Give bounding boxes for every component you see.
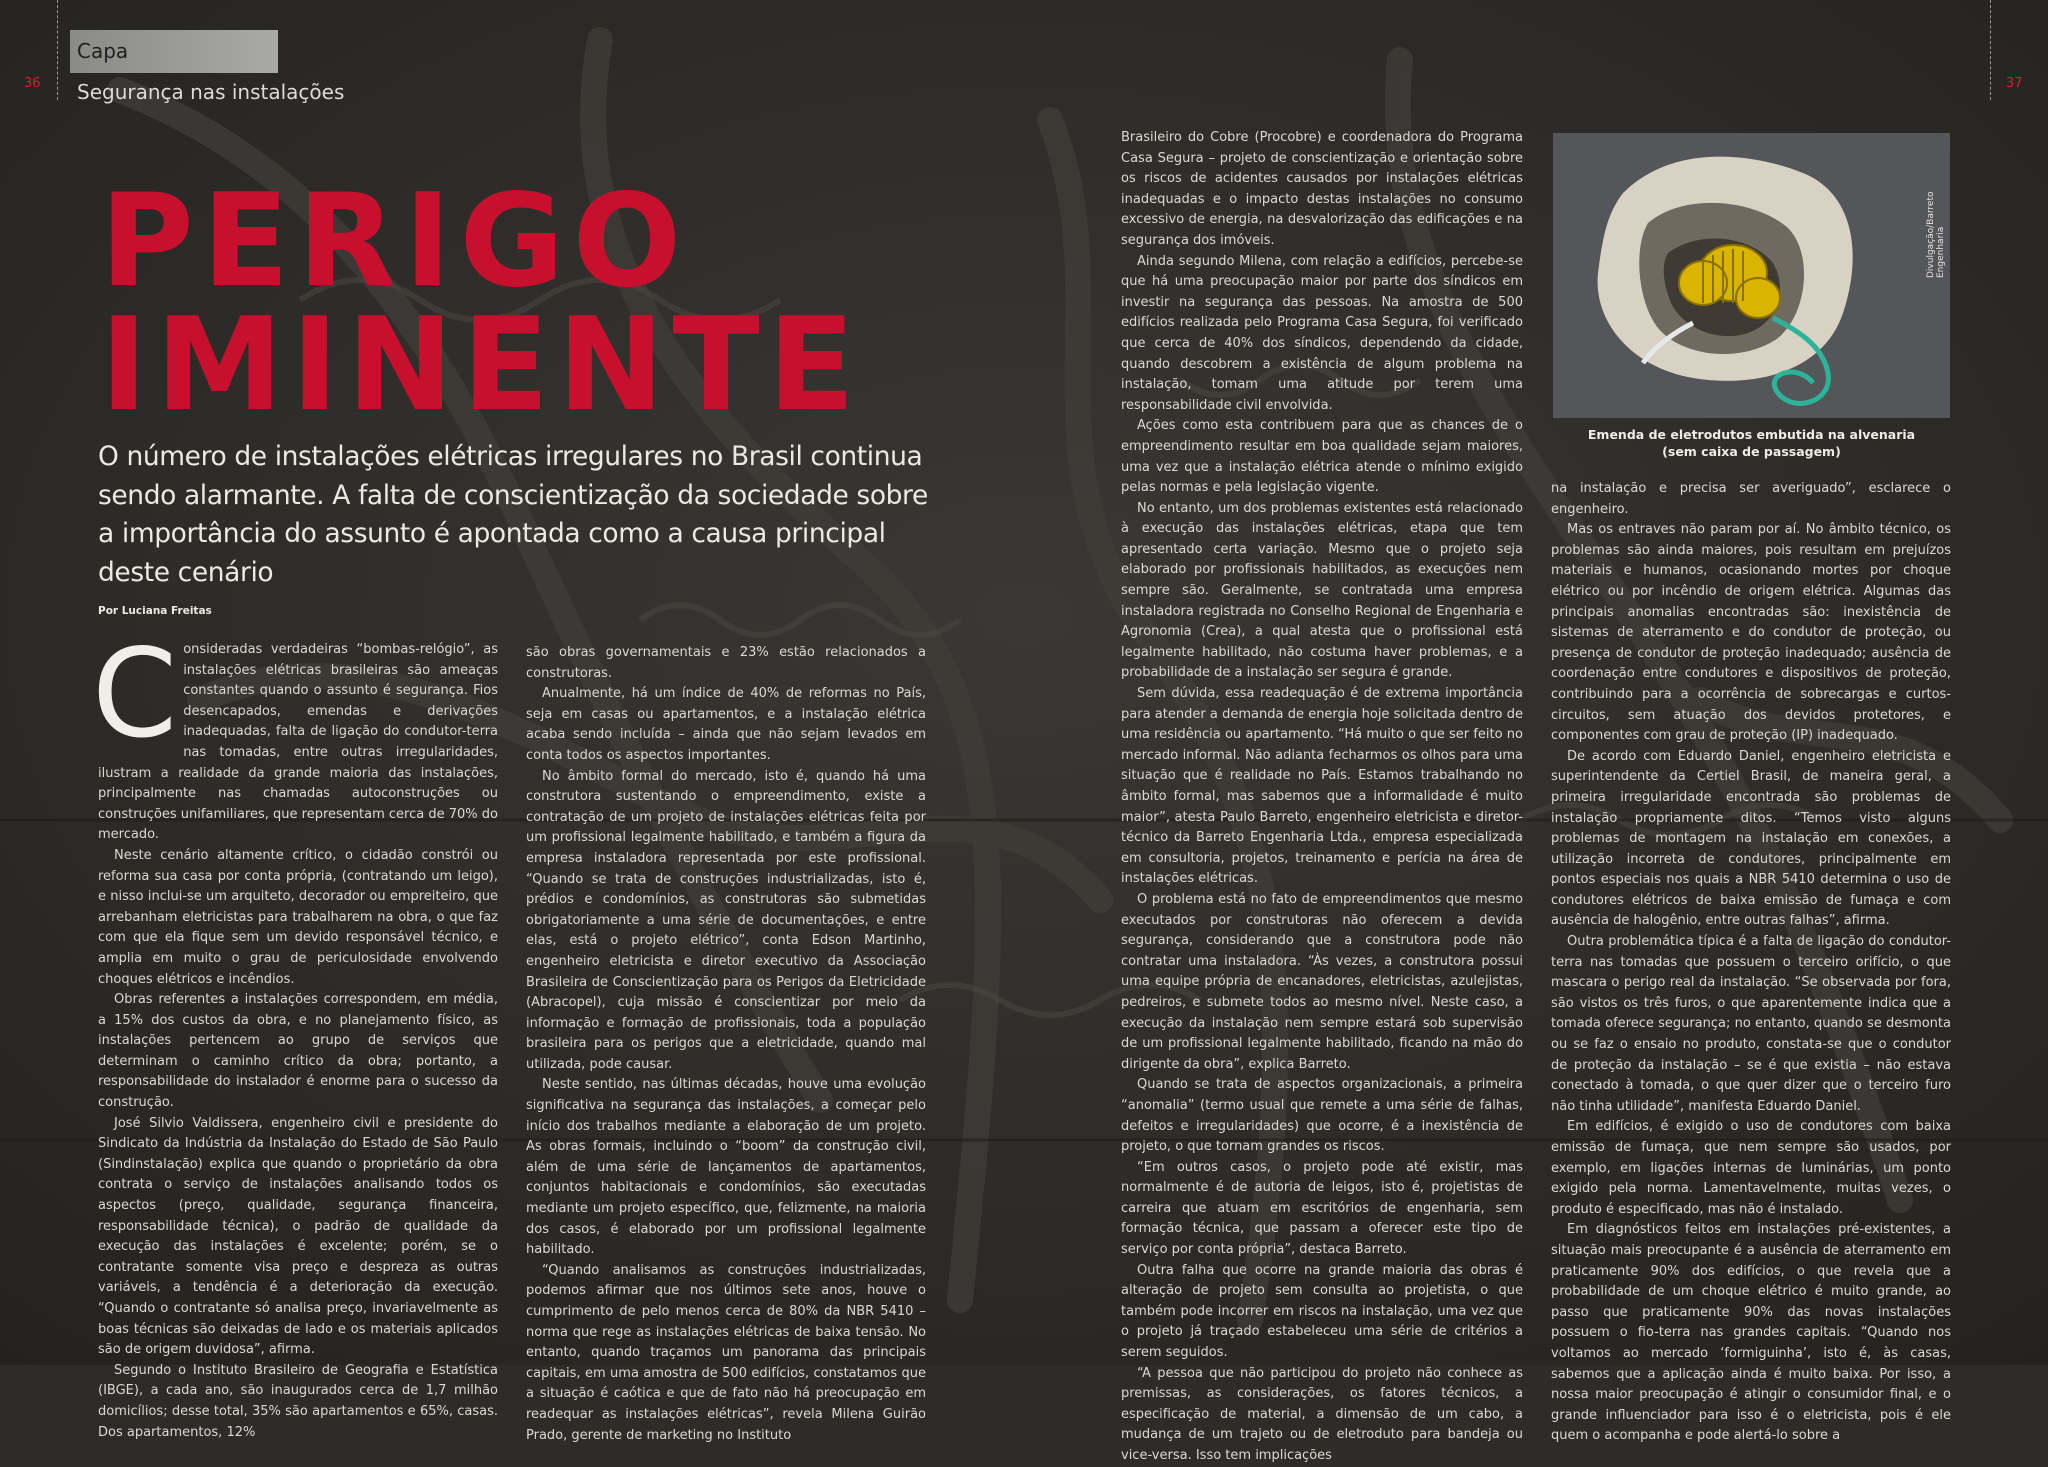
section-tab: Capa — [70, 30, 278, 73]
column-paragraph: na instalação e precisa ser averiguado”, esclarece o engenheiro. — [1551, 481, 1951, 517]
photo-credit: Divulgação/Barreto Engenharia — [1926, 191, 1946, 278]
article-column-3 — [1121, 128, 1523, 1467]
page-number-right: 37 — [2006, 76, 2023, 91]
page-number-left: 36 — [24, 76, 41, 91]
column-paragraph: Anualmente, há um índice de 40% de reformas no País, seja em casas ou apartamentos, e a instalação elétrica acaba sendo incluída – ainda que não sejam levados em conta todos os aspectos importantes. — [526, 686, 926, 763]
column-paragraph: Ainda segundo Milena, com relação a edifícios, percebe-se que há uma preocupação maior por parte dos síndicos em investir na segurança das pessoas. Na amostra de 500 edifícios realizada pelo Programa Casa Segura, foi verificado que cerca de 40% dos síndicos, dependendo da cidade, quando descobrem a existência de algum problema na instalação, tomam uma atitude por terem uma responsabilidade civil envolvida. — [1121, 253, 1523, 413]
column-paragraph: Outra problemática típica é a falta de ligação do condutor-terra nas tomadas que possuem o terceiro orifício, o que mascara o perigo real da instalação. “Se observada por fora, são vistos os três furos, o que aparentemente indica que a tomada oferece segurança; no entanto, quando se desmonta ou se faz o ensaio no produto, constata-se que o condutor de proteção da instalação – se é que existia – não estava conectado à tomada, o que quer dizer que o terceiro furo não tinha utilidade”, manifesta Eduardo Daniel. — [1551, 934, 1951, 1114]
article-photo — [1553, 133, 1950, 418]
header-divider-right — [1990, 0, 1991, 100]
header-divider-left — [57, 0, 58, 100]
column-paragraph: Segundo o Instituto Brasileiro de Geografia e Estatística (IBGE), a cada ano, são inaugurados cerca de 1,7 milhão domicílios; desse total, 35% são apartamentos e 65%, casas. Dos apartamentos, 12% — [98, 1362, 498, 1440]
caption-line-1: Emenda de eletrodutos embutida na alvenaria — [1587, 427, 1916, 442]
conduit-splice-illustration — [1553, 133, 1950, 418]
article-standfirst: O número de instalações elétricas irregulares no Brasil continua sendo alarmante. A falta de conscientização da sociedade sobre a importância do assunto é apontada como a causa principal deste cenário — [98, 441, 928, 588]
column-paragraph: O problema está no fato de empreendimentos que mesmo executados por construtoras não oferecem a devida segurança, considerando que a construtora pode não contratar uma instaladora. “Às vezes, a construtora possui uma equipe própria de encanadores, eletricistas, azulejistas, pedreiros, e submete todos ao mesmo nível. Neste caso, a execução da instalação nem sempre estará sob supervisão de um profissional legalmente habilitado, ficando na mão do dirigente da obra”, explica Barreto. — [1121, 891, 1523, 1072]
column-paragraph: Outra falha que ocorre na grande maioria das obras é alteração de projeto sem consulta ao projetista, o que também pode incorrer em riscos na instalação, uma vez que o projeto já traçado estabeleceu uma série de critérios a serem seguidos. — [1121, 1262, 1523, 1361]
column-paragraph: Neste sentido, nas últimas décadas, houve uma evolução significativa na segurança das instalações, a começar pelo início dos trabalhos mediante a elaboração de um projeto. As obras formais, incluindo o “boom” da construção civil, além de uma série de lançamentos de apartamentos, conjuntos habitacionais e condomínios, são executadas mediante um projeto específico, que, felizmente, na maioria dos casos, é elaborado por um profissional legalmente habilitado. — [526, 1077, 926, 1258]
photo-caption — [1553, 426, 1950, 460]
section-subtitle: Segurança nas instalações — [77, 80, 345, 104]
headline-line-1: PERIGO — [100, 167, 690, 316]
article-byline: Por Luciana Freitas — [98, 605, 212, 617]
column-paragraph: Em diagnósticos feitos em instalações pré-existentes, a situação mais preocupante é a ausência de aterramento em praticamente 90% dos edifícios, o que revela que a probabilidade de um choque elétrico é muito grande, ao passo que praticamente 90% das novas instalações possuem o fio-terra nas grandes capitais. “Quando nos voltamos ao mercado ‘formiguinha’, isto é, às casas, sabemos que a aplicação ainda é muito baixa. Por isso, a nossa maior preocupação é atingir o consumidor final, e o grande influenciador para isso é o eletricista, pois é ele quem o acompanha e pode alertá-lo sobre a — [1551, 1222, 1951, 1444]
column-paragraph: Brasileiro do Cobre (Procobre) e coordenadora do Programa Casa Segura – projeto de conscientização e orientação sobre os riscos de acidentes causados por instalações elétricas inadequadas e o impacto destas instalações no consumo excessivo de energia, na desvalorização das edificações e na segurança dos imóveis. — [1121, 130, 1523, 248]
column-paragraph: “Em outros casos, o projeto pode até existir, mas normalmente é de autoria de leigos, isto é, projetistas de carreira que atuam em escritórios de engenharia, sem formação técnica, que passam a oferecer este tipo de serviço por conta própria”, destaca Barreto. — [1121, 1159, 1523, 1258]
column-paragraph: Quando se trata de aspectos organizacionais, a primeira “anomalia” (termo usual que remete a uma série de falhas, defeitos e irregularidades) que ocorre, é a inexistência de projeto, o que tornam grandes os riscos. — [1121, 1077, 1523, 1155]
column-paragraph: No entanto, um dos problemas existentes está relacionado à execução das instalações elétricas, etapa que tem apresentado certa variação. Mesmo que o projeto seja elaborado por profissionais habilitados, as execuções nem sempre são. Geralmente, se contratada uma empresa instaladora registrada no Conselho Regional de Engenharia e Agronomia (Crea), a qual atesta que o profissional está legalmente habilitado, não costuma haver problemas, e a probabilidade de a instalação ser segura é grande. — [1121, 500, 1523, 681]
column-paragraph: “A pessoa que não participou do projeto não conhece as premissas, as considerações, os fatores técnicos, a especificação de material, a dimensão de um cabo, a mudança de um trajeto ou de eletroduto para bandeja ou vice-versa. Isso tem implicações — [1121, 1365, 1523, 1463]
headline-line-2: IMINENTE — [100, 291, 864, 440]
column-paragraph: José Silvio Valdissera, engenheiro civil e presidente do Sindicato da Indústria da Instalação do Estado de São Paulo (Sindinstalação) explica que quando o proprietário da obra contrata o serviço de instalações analisando todos os aspectos (preço, qualidade, segurança financeira, responsabilidade técnica), o padrão de qualidade da execução das instalações é excelente; porém, se o contratante somente visa preço e despreza as outras variáveis, a tendência é a deterioração da execução. “Quando o contratante só analisa preço, invariavelmente as boas técnicas são deixadas de lado e os materiais aplicados são de origem duvidosa”, afirma. — [98, 1115, 498, 1358]
column-paragraph: onsideradas verdadeiras “bombas-relógio”, as instalações elétricas brasileiras são ameaças constantes quando o assunto é segurança. Fios desencapados, emendas e derivações inadequadas, falta de ligação do condutor-terra nas tomadas, entre outras irregularidades, ilustram a realidade da grande maioria das instalações, principalmente nas chamadas autoconstruções ou construções unifamiliares, que representam cerca de 70% do mercado. — [98, 642, 498, 843]
column-paragraph: “Quando analisamos as construções industrializadas, podemos afirmar que nos últimos sete anos, houve o cumprimento de pelo menos cerca de 80% da NBR 5410 – norma que rege as instalações elétricas de baixa tensão. No entanto, quando traçamos um panorama das principais capitais, em uma amostra de 500 edifícios, constatamos que a situação é caótica e que de fato não há preocupação em readequar as instalações elétricas”, revela Milena Guirão Prado, gerente de marketing no Instituto — [526, 1262, 926, 1443]
article-column-2 — [526, 643, 926, 1446]
article-column-1 — [92, 623, 498, 1443]
column-paragraph: De acordo com Eduardo Daniel, engenheiro eletricista e superintendente da Certiel Brasil, de maneira geral, a primeira irregularidade encontrada são problemas de instalação propriamente ditos. “Temos visto alguns problemas de montagem na instalação em conexões, a utilização incorreta de condutores, principalmente em pontos especiais nos quais a NBR 5410 determina o uso de condutores elétricos de baixa emissão de fumaça e com ausência de halogênio, entre outras falhas”, afirma. — [1551, 748, 1951, 929]
drop-cap: C — [92, 623, 178, 765]
column-paragraph: Neste cenário altamente crítico, o cidadão constrói ou reforma sua casa por conta própria, (contratando um leigo), e nisso inclui-se um arquiteto, decorador ou empreiteiro, que arrebanham eletricistas para trabalharem na obra, o que faz com que ela fique sem um devido responsável técnico, e amplia em muito o grau de periculosidade envolvendo choques elétricos e incêndios. — [98, 847, 498, 987]
caption-line-2: (sem caixa de passagem) — [1662, 444, 1841, 459]
column-paragraph: Sem dúvida, essa readequação é de extrema importância para atender a demanda de energia hoje solicitada dentro de uma residência ou apartamento. “Há muito o que ser feito no mercado informal. Não adianta fecharmos os olhos para uma situação que é realidade no País. Estamos trabalhando no âmbito formal, mas sabemos que a informalidade é muito maior”, atesta Paulo Barreto, engenheiro eletricista e diretor-técnico da Barreto Engenharia Ltda., empresa especializada em consultoria, projetos, treinamento e perícia na área de instalações elétricas. — [1121, 686, 1523, 887]
column-paragraph: Obras referentes a instalações correspondem, em média, a 15% dos custos da obra, e no planejamento físico, as instalações pertencem ao grupo de serviços que determinam o caminho crítico da obra; portanto, a responsabilidade do instalador é enorme para o sucesso da construção. — [98, 992, 498, 1111]
column-paragraph: Em edifícios, é exigido o uso de condutores com baixa emissão de fumaça, que nem sempre são usados, por exemplo, em ligações internas de luminárias, um ponto exigido pela norma. Lamentavelmente, muitas vezes, o produto é especificado, mas não é instalado. — [1551, 1119, 1951, 1217]
column-paragraph: são obras governamentais e 23% estão relacionados a construtoras. — [526, 645, 926, 681]
article-column-4 — [1551, 479, 1951, 1447]
article-headline — [100, 167, 864, 440]
column-paragraph: Mas os entraves não param por aí. No âmbito técnico, os problemas são ainda maiores, pois resultam em prejuízos materiais e humanos, ocasionando mortes por choque elétrico ou por incêndio de origem elétrica. Algumas das principais anomalias encontradas são: inexistência de sistemas de aterramento e do condutor de proteção, ou presença de condutor de proteção inadequado; ausência de coordenação entre condutores e dispositivos de proteção, contribuindo para a ocorrência de sobrecargas e curtos-circuitos, sem atuação dos devidos protetores, e componentes com grau de proteção (IP) inadequado. — [1551, 522, 1951, 744]
column-paragraph: No âmbito formal do mercado, isto é, quando há uma construtora sustentando o empreendimento, existe a contratação de um projeto de instalações elétricas feita por um profissional legalmente habilitado, e também a figura da empresa instaladora representada por este profissional. “Quando se trata de construções industrializadas, isto é, prédios e condomínios, as construtoras são submetidas obrigatoriamente a uma série de documentações, e entre elas, está o projeto elétrico”, conta Edson Martinho, engenheiro eletricista e diretor executivo da Associação Brasileira de Conscientização para os Perigos da Eletricidade (Abracopel), cuja missão é conscientizar por meio da informação e formação de profissionais, toda a população brasileira para os perigos que a eletricidade, quando mal utilizada, pode causar. — [526, 768, 926, 1072]
column-paragraph: Ações como esta contribuem para que as chances de o empreendimento resultar em boa qualidade sejam maiores, uma vez que a instalação elétrica atende o mínimo exigido pelas normas e pela legislação vigente. — [1121, 418, 1523, 496]
